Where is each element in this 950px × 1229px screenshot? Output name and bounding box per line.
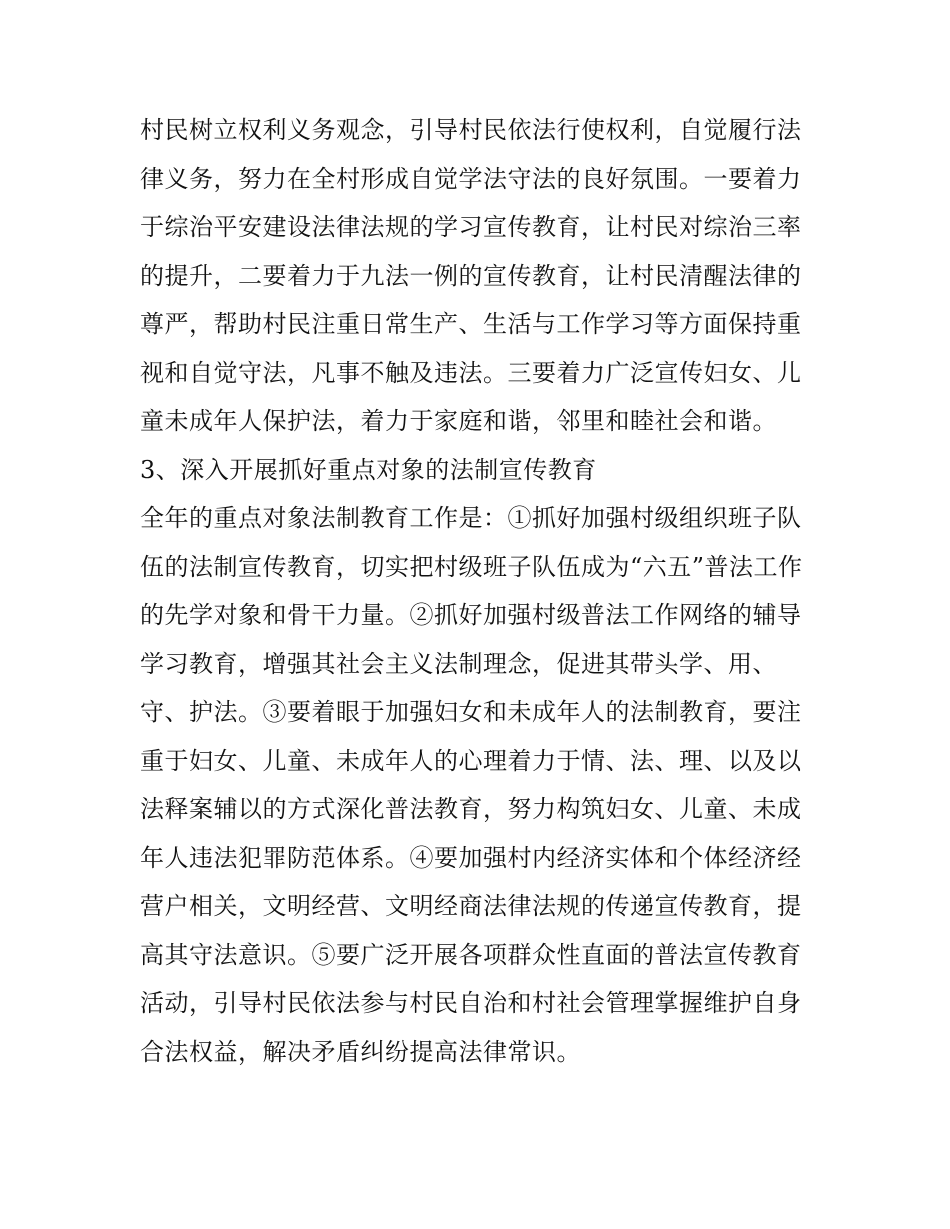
text-line: 律义务，努力在全村形成自觉学法守法的良好氛围。一要着力 [140,164,802,193]
text-line: 视和自觉守法，凡事不触及违法。三要着力广泛宣传妇女、儿 [140,358,802,387]
text-line: 重于妇女、儿童、未成年人的心理着力于情、法、理、以及以 [140,746,802,775]
text-line: 伍的法制宣传教育，切实把村级班子队伍成为“六五”普法工作 [140,552,803,581]
text-line: 学习教育，增强其社会主义法制理念，促进其带头学、用、 [140,649,777,678]
text-line: 法释案辅以的方式深化普法教育，努力构筑妇女、儿童、未成 [140,795,802,823]
body-text [140,106,820,1076]
text-line: 童未成年人保护法，着力于家庭和谐，邻里和睦社会和谐。 [140,407,777,435]
text-line: 于综治平安建设法律法规的学习宣传教育，让村民对综治三率 [140,213,802,241]
text-line: 村民树立权利义务观念，引导村民依法行使权利，自觉履行法 [140,116,802,144]
text-line: 的提升，二要着力于九法一例的宣传教育，让村民清醒法律的 [140,261,802,290]
text-line: 高其守法意识。⑤要广泛开展各项群众性直面的普法宣传教育 [140,940,802,969]
text-line: 合法权益，解决矛盾纠纷提高法律常识。 [140,1037,581,1066]
text-line: 的先学对象和骨干力量。②抓好加强村级普法工作网络的辅导 [140,601,802,629]
text-line: 尊严，帮助村民注重日常生产、生活与工作学习等方面保持重 [140,310,802,338]
text-line: 守、护法。③要着眼于加强妇女和未成年人的法制教育，要注 [140,698,802,726]
text-line: 活动，引导村民依法参与村民自治和村社会管理掌握维护自身 [140,989,802,1017]
text-line: 全年的重点对象法制教育工作是：①抓好加强村级组织班子队 [140,504,802,532]
text-line: 年人违法犯罪防范体系。④要加强村内经济实体和个体经济经 [140,843,802,872]
section-heading: 3、深入开展抓好重点对象的法制宣传教育 [140,455,597,484]
text-line: 营户相关，文明经营、文明经商法律法规的传递宣传教育，提 [140,892,802,920]
